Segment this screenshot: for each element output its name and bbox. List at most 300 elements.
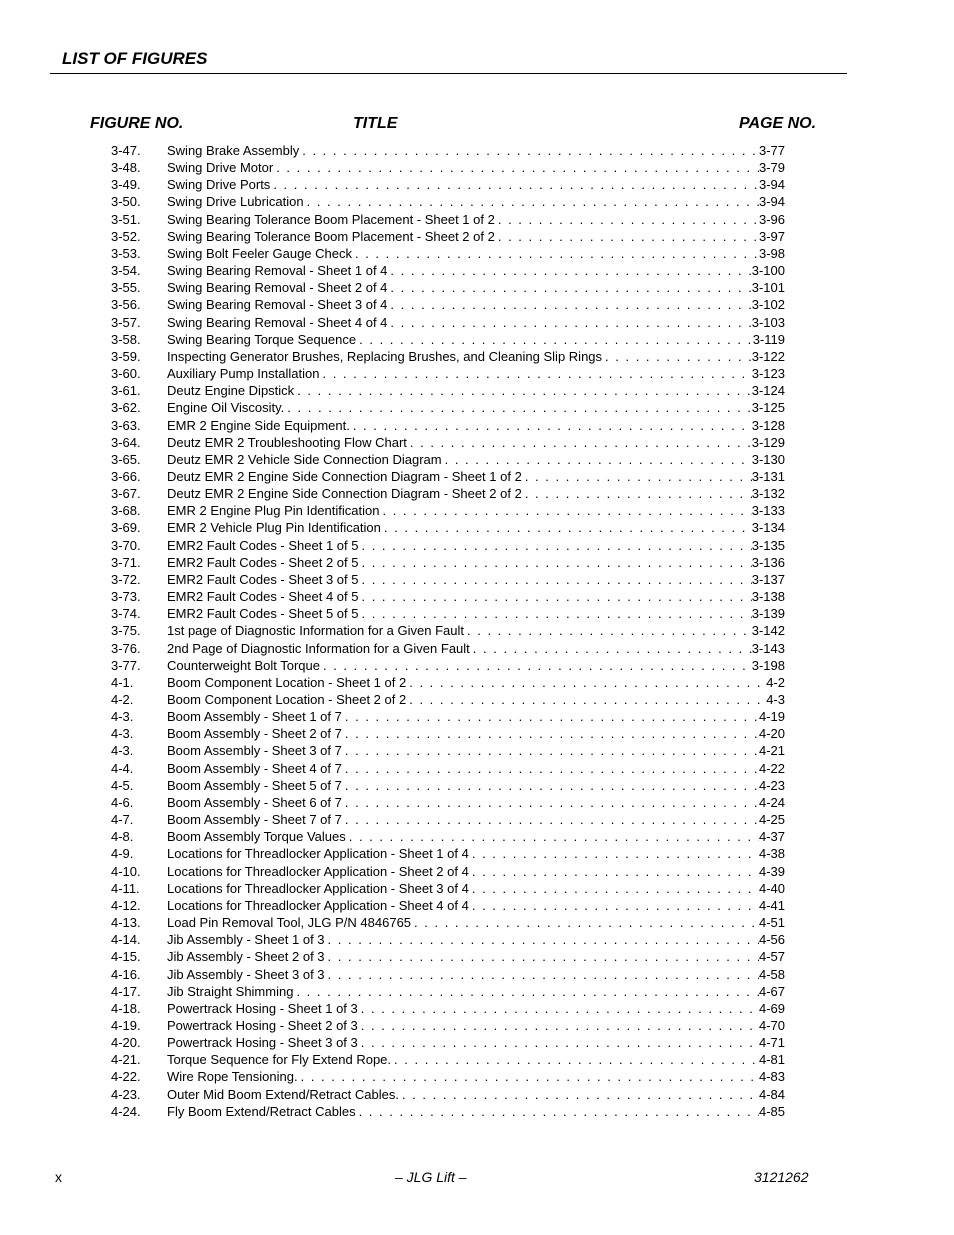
dot-leader bbox=[328, 931, 759, 948]
figure-title: Inspecting Generator Brushes, Replacing Brushes, and Cleaning Slip Rings bbox=[167, 348, 603, 364]
figure-page: 4-70 bbox=[758, 1017, 785, 1033]
figure-number: 4-11. bbox=[111, 880, 140, 896]
dot-leader bbox=[296, 983, 759, 1000]
dot-leader bbox=[472, 897, 759, 914]
figure-title: Swing Drive Ports bbox=[167, 177, 271, 193]
list-item bbox=[0, 708, 954, 725]
dot-leader bbox=[345, 725, 759, 742]
figure-number: 3-61. bbox=[111, 383, 141, 399]
figure-entry bbox=[167, 588, 785, 605]
figure-page: 3-96 bbox=[758, 211, 785, 227]
figure-title: Swing Bearing Removal - Sheet 4 of 4 bbox=[167, 314, 388, 330]
figure-page: 3-102 bbox=[751, 297, 785, 313]
figure-title: Outer Mid Boom Extend/Retract Cables. bbox=[167, 1086, 399, 1102]
figure-number: 3-58. bbox=[111, 331, 141, 347]
figure-entry bbox=[167, 914, 785, 931]
list-item bbox=[0, 657, 954, 674]
list-item bbox=[0, 519, 954, 536]
list-item bbox=[0, 331, 954, 348]
figure-page: 3-131 bbox=[751, 468, 785, 484]
figure-title: Swing Bearing Removal - Sheet 3 of 4 bbox=[167, 297, 388, 313]
dot-leader bbox=[345, 708, 759, 725]
column-header-page-no: PAGE NO. bbox=[739, 115, 817, 132]
figure-number: 4-22. bbox=[111, 1069, 141, 1085]
list-item bbox=[0, 605, 954, 622]
figure-number: 3-75. bbox=[111, 623, 141, 639]
figure-entry bbox=[167, 863, 785, 880]
figure-number: 3-73. bbox=[111, 589, 141, 605]
figure-number: 4-14. bbox=[111, 932, 141, 948]
figure-entry bbox=[167, 159, 785, 176]
figure-number: 4-3. bbox=[111, 709, 134, 725]
header-rule bbox=[50, 73, 847, 74]
dot-leader bbox=[409, 691, 766, 708]
list-item bbox=[0, 1000, 954, 1017]
dot-leader bbox=[345, 760, 759, 777]
figure-entry bbox=[167, 434, 785, 451]
figure-page: 4-58 bbox=[758, 966, 785, 982]
figure-title: 2nd Page of Diagnostic Information for a Given Fault bbox=[167, 640, 470, 656]
list-item bbox=[0, 554, 954, 571]
figure-number: 4-3. bbox=[111, 743, 134, 759]
figure-title: Locations for Threadlocker Application - Sheet 2 of 4 bbox=[167, 863, 469, 879]
list-item bbox=[0, 382, 954, 399]
dot-leader bbox=[394, 1051, 759, 1068]
figure-page: 3-143 bbox=[751, 640, 785, 656]
figure-title: Swing Bearing Removal - Sheet 1 of 4 bbox=[167, 263, 388, 279]
figure-entry bbox=[167, 897, 785, 914]
figure-entry bbox=[167, 417, 785, 434]
figure-title: EMR 2 Vehicle Plug Pin Identification bbox=[167, 520, 381, 536]
dot-leader bbox=[390, 296, 751, 313]
figure-number: 3-60. bbox=[111, 366, 141, 382]
figure-title: EMR 2 Engine Side Equipment. bbox=[167, 417, 350, 433]
list-item bbox=[0, 193, 954, 210]
figure-title: Boom Assembly Torque Values bbox=[167, 829, 346, 845]
dot-leader bbox=[359, 331, 753, 348]
figure-entry bbox=[167, 571, 785, 588]
figure-page: 4-22 bbox=[758, 760, 785, 776]
figure-page: 3-136 bbox=[751, 554, 785, 570]
figure-page: 4-69 bbox=[758, 1000, 785, 1016]
dot-leader bbox=[409, 674, 766, 691]
figure-page: 3-119 bbox=[752, 331, 785, 347]
figure-page: 4-37 bbox=[758, 829, 785, 845]
figure-entry bbox=[167, 948, 785, 965]
list-item bbox=[0, 142, 954, 159]
figure-entry bbox=[167, 382, 785, 399]
dot-leader bbox=[328, 966, 759, 983]
figure-page: 3-101 bbox=[751, 280, 785, 296]
list-item bbox=[0, 502, 954, 519]
figure-title: Deutz EMR 2 Troubleshooting Flow Chart bbox=[167, 434, 407, 450]
figure-title: Jib Assembly - Sheet 3 of 3 bbox=[167, 966, 325, 982]
figure-number: 4-17. bbox=[111, 983, 141, 999]
dot-leader bbox=[361, 605, 751, 622]
figure-number: 3-59. bbox=[111, 348, 141, 364]
figure-page: 3-100 bbox=[751, 263, 785, 279]
figure-number: 3-63. bbox=[111, 417, 141, 433]
figure-number: 3-74. bbox=[111, 606, 141, 622]
figure-number: 4-9. bbox=[111, 846, 134, 862]
figure-page: 3-97 bbox=[758, 228, 785, 244]
figure-title: Deutz EMR 2 Vehicle Side Connection Diagram bbox=[167, 451, 442, 467]
list-item bbox=[0, 828, 954, 845]
figure-page: 3-135 bbox=[751, 537, 785, 553]
list-item bbox=[0, 931, 954, 948]
figure-entry bbox=[167, 468, 785, 485]
list-item bbox=[0, 228, 954, 245]
figure-title: Powertrack Hosing - Sheet 1 of 3 bbox=[167, 1000, 358, 1016]
figure-page: 3-129 bbox=[751, 434, 785, 450]
figure-title: Swing Bearing Tolerance Boom Placement - Sheet 2 of 2 bbox=[167, 228, 495, 244]
figure-entry bbox=[167, 760, 785, 777]
list-item bbox=[0, 399, 954, 416]
figure-entry bbox=[167, 1051, 785, 1068]
figure-page: 4-81 bbox=[758, 1052, 785, 1068]
dot-leader bbox=[410, 434, 752, 451]
figure-entry bbox=[167, 777, 785, 794]
figure-title: EMR2 Fault Codes - Sheet 2 of 5 bbox=[167, 554, 359, 570]
dot-leader bbox=[361, 588, 751, 605]
figure-number: 4-20. bbox=[111, 1035, 141, 1051]
figure-number: 3-62. bbox=[111, 400, 141, 416]
list-item bbox=[0, 897, 954, 914]
dot-leader bbox=[301, 1068, 759, 1085]
figure-entry bbox=[167, 691, 785, 708]
figure-page: 3-142 bbox=[751, 623, 785, 639]
dot-leader bbox=[353, 417, 752, 434]
list-item bbox=[0, 537, 954, 554]
figure-title: EMR2 Fault Codes - Sheet 3 of 5 bbox=[167, 571, 359, 587]
figure-title: Torque Sequence for Fly Extend Rope. bbox=[167, 1052, 392, 1068]
dot-leader bbox=[382, 502, 751, 519]
figure-page: 3-103 bbox=[751, 314, 785, 330]
figure-page: 3-137 bbox=[751, 571, 785, 587]
list-item bbox=[0, 880, 954, 897]
figure-entry bbox=[167, 794, 785, 811]
list-item bbox=[0, 159, 954, 176]
figure-page: 4-56 bbox=[758, 932, 785, 948]
list-item bbox=[0, 983, 954, 1000]
figure-title: Boom Assembly - Sheet 1 of 7 bbox=[167, 709, 342, 725]
figure-number: 4-19. bbox=[111, 1017, 141, 1033]
dot-leader bbox=[361, 1000, 759, 1017]
dot-leader bbox=[273, 176, 759, 193]
figure-page: 4-67 bbox=[758, 983, 785, 999]
figure-number: 4-16. bbox=[111, 966, 141, 982]
figure-page: 4-84 bbox=[758, 1086, 785, 1102]
figure-title: Boom Assembly - Sheet 4 of 7 bbox=[167, 760, 342, 776]
list-item bbox=[0, 777, 954, 794]
figure-entry bbox=[167, 880, 785, 897]
figure-entry bbox=[167, 314, 785, 331]
figure-title: Swing Bolt Feeler Gauge Check bbox=[167, 245, 352, 261]
list-item bbox=[0, 417, 954, 434]
figure-page: 3-94 bbox=[758, 177, 785, 193]
dot-leader bbox=[472, 845, 759, 862]
footer-brand: – JLG Lift – bbox=[395, 1169, 467, 1185]
figure-title: Boom Component Location - Sheet 1 of 2 bbox=[167, 674, 407, 690]
figure-title: Swing Bearing Removal - Sheet 2 of 4 bbox=[167, 280, 388, 296]
figure-title: Swing Drive Lubrication bbox=[167, 194, 304, 210]
figure-entry bbox=[167, 365, 785, 382]
dot-leader bbox=[302, 142, 759, 159]
figure-entry bbox=[167, 828, 785, 845]
figure-number: 3-64. bbox=[111, 434, 141, 450]
dot-leader bbox=[276, 159, 759, 176]
figure-title: Fly Boom Extend/Retract Cables bbox=[167, 1103, 356, 1119]
figure-entry bbox=[167, 193, 785, 210]
figure-page: 3-130 bbox=[751, 451, 785, 467]
figure-title: Load Pin Removal Tool, JLG P/N 4846765 bbox=[167, 915, 412, 931]
figure-entry bbox=[167, 142, 785, 159]
dot-leader bbox=[390, 279, 751, 296]
dot-leader bbox=[525, 485, 752, 502]
list-item bbox=[0, 296, 954, 313]
list-item bbox=[0, 691, 954, 708]
figure-entry bbox=[167, 674, 785, 691]
figure-entry bbox=[167, 1017, 785, 1034]
figure-number: 3-70. bbox=[111, 537, 141, 553]
list-item bbox=[0, 948, 954, 965]
figure-entry bbox=[167, 657, 785, 674]
figure-entry bbox=[167, 262, 785, 279]
list-item bbox=[0, 348, 954, 365]
figure-number: 4-21. bbox=[111, 1052, 141, 1068]
dot-leader bbox=[361, 1017, 759, 1034]
figure-page: 4-71 bbox=[758, 1035, 785, 1051]
figure-title: Locations for Threadlocker Application - Sheet 3 of 4 bbox=[167, 880, 469, 896]
figure-entry bbox=[167, 485, 785, 502]
dot-leader bbox=[605, 348, 752, 365]
figure-title: Auxiliary Pump Installation bbox=[167, 366, 320, 382]
dot-leader bbox=[328, 948, 759, 965]
figure-title: Powertrack Hosing - Sheet 3 of 3 bbox=[167, 1035, 358, 1051]
list-item bbox=[0, 1034, 954, 1051]
dot-leader bbox=[384, 519, 752, 536]
figure-number: 3-72. bbox=[111, 571, 141, 587]
figure-number: 3-65. bbox=[111, 451, 141, 467]
figure-number: 4-12. bbox=[111, 897, 141, 913]
figure-page: 3-198 bbox=[751, 657, 785, 673]
figure-number: 4-1. bbox=[111, 674, 134, 690]
figure-page: 4-21 bbox=[758, 743, 785, 759]
figure-entry bbox=[167, 176, 785, 193]
figure-title: Boom Assembly - Sheet 7 of 7 bbox=[167, 812, 342, 828]
list-item bbox=[0, 794, 954, 811]
figure-page: 4-23 bbox=[758, 777, 785, 793]
dot-leader bbox=[355, 245, 759, 262]
figure-entry bbox=[167, 725, 785, 742]
list-item bbox=[0, 966, 954, 983]
figure-page: 4-2 bbox=[766, 674, 785, 690]
list-item bbox=[0, 245, 954, 262]
dot-leader bbox=[345, 742, 759, 759]
figure-title: Jib Assembly - Sheet 1 of 3 bbox=[167, 932, 325, 948]
list-item bbox=[0, 279, 954, 296]
dot-leader bbox=[297, 382, 752, 399]
list-item bbox=[0, 760, 954, 777]
dot-leader bbox=[307, 193, 759, 210]
figure-number: 4-5. bbox=[111, 777, 134, 793]
figure-page: 4-19 bbox=[758, 709, 785, 725]
column-header-figure-no: FIGURE NO. bbox=[90, 115, 184, 132]
figure-title: 1st page of Diagnostic Information for a Given Fault bbox=[167, 623, 464, 639]
list-item bbox=[0, 314, 954, 331]
figure-page: 3-123 bbox=[751, 366, 785, 382]
figure-title: Counterweight Bolt Torque bbox=[167, 657, 320, 673]
figure-title: EMR 2 Engine Plug Pin Identification bbox=[167, 503, 380, 519]
dot-leader bbox=[498, 211, 759, 228]
figure-entry bbox=[167, 451, 785, 468]
dot-leader bbox=[345, 777, 759, 794]
figure-number: 4-4. bbox=[111, 760, 134, 776]
figure-title: Engine Oil Viscosity. bbox=[167, 400, 285, 416]
dot-leader bbox=[472, 880, 759, 897]
figure-entry bbox=[167, 811, 785, 828]
figure-title: Wire Rope Tensioning. bbox=[167, 1069, 298, 1085]
figure-title: Boom Assembly - Sheet 3 of 7 bbox=[167, 743, 342, 759]
list-item bbox=[0, 622, 954, 639]
figure-number: 4-7. bbox=[111, 812, 134, 828]
list-item bbox=[0, 451, 954, 468]
dot-leader bbox=[345, 794, 759, 811]
figure-entry bbox=[167, 622, 785, 639]
dot-leader bbox=[359, 1103, 759, 1120]
figure-entry bbox=[167, 296, 785, 313]
figure-entry bbox=[167, 1068, 785, 1085]
figure-title: Locations for Threadlocker Application - Sheet 4 of 4 bbox=[167, 897, 469, 913]
list-item bbox=[0, 262, 954, 279]
figure-title: Boom Assembly - Sheet 5 of 7 bbox=[167, 777, 342, 793]
figure-number: 4-8. bbox=[111, 829, 134, 845]
figure-title: Boom Assembly - Sheet 2 of 7 bbox=[167, 726, 342, 742]
figure-entry bbox=[167, 502, 785, 519]
dot-leader bbox=[498, 228, 759, 245]
figure-entry bbox=[167, 966, 785, 983]
figure-entry bbox=[167, 331, 785, 348]
figure-entry bbox=[167, 537, 785, 554]
figure-title: Swing Bearing Torque Sequence bbox=[167, 331, 357, 347]
list-item bbox=[0, 176, 954, 193]
list-item bbox=[0, 863, 954, 880]
figure-number: 4-18. bbox=[111, 1000, 141, 1016]
figure-page: 4-24 bbox=[758, 794, 785, 810]
figure-number: 3-56. bbox=[111, 297, 141, 313]
figure-number: 4-13. bbox=[111, 915, 141, 931]
figure-entry bbox=[167, 708, 785, 725]
dot-leader bbox=[402, 1086, 759, 1103]
figure-number: 3-69. bbox=[111, 520, 141, 536]
figure-title: Deutz Engine Dipstick bbox=[167, 383, 295, 399]
figure-title: EMR2 Fault Codes - Sheet 1 of 5 bbox=[167, 537, 359, 553]
figure-entry bbox=[167, 1000, 785, 1017]
list-item bbox=[0, 811, 954, 828]
footer-doc-number: 3121262 bbox=[754, 1169, 809, 1185]
dot-leader bbox=[287, 399, 751, 416]
dot-leader bbox=[349, 828, 759, 845]
dot-leader bbox=[361, 554, 751, 571]
figure-title: Deutz EMR 2 Engine Side Connection Diagram - Sheet 2 of 2 bbox=[167, 486, 522, 502]
dot-leader bbox=[467, 622, 752, 639]
figure-page: 3-134 bbox=[751, 520, 785, 536]
figure-page: 3-124 bbox=[751, 383, 785, 399]
figure-number: 3-54. bbox=[111, 263, 141, 279]
figure-entry bbox=[167, 279, 785, 296]
figure-title: Powertrack Hosing - Sheet 2 of 3 bbox=[167, 1017, 358, 1033]
dot-leader bbox=[323, 657, 752, 674]
figure-entry bbox=[167, 983, 785, 1000]
dot-leader bbox=[345, 811, 759, 828]
figure-entry bbox=[167, 1086, 785, 1103]
figure-number: 3-67. bbox=[111, 486, 141, 502]
figure-entry bbox=[167, 245, 785, 262]
figure-number: 3-66. bbox=[111, 468, 141, 484]
figure-page: 4-83 bbox=[758, 1069, 785, 1085]
list-item bbox=[0, 1068, 954, 1085]
figure-page: 3-98 bbox=[758, 245, 785, 261]
figure-entry bbox=[167, 348, 785, 365]
figure-entry bbox=[167, 211, 785, 228]
dot-leader bbox=[390, 262, 751, 279]
figure-entry bbox=[167, 399, 785, 416]
figure-number: 3-48. bbox=[111, 160, 141, 176]
figure-title: Jib Assembly - Sheet 2 of 3 bbox=[167, 949, 325, 965]
list-item bbox=[0, 468, 954, 485]
list-item bbox=[0, 1017, 954, 1034]
section-title: LIST OF FIGURES bbox=[62, 49, 208, 68]
figure-page: 3-132 bbox=[751, 486, 785, 502]
figure-title: Deutz EMR 2 Engine Side Connection Diagram - Sheet 1 of 2 bbox=[167, 468, 522, 484]
figure-page: 4-25 bbox=[758, 812, 785, 828]
list-item bbox=[0, 742, 954, 759]
list-item bbox=[0, 640, 954, 657]
figure-title: EMR2 Fault Codes - Sheet 4 of 5 bbox=[167, 589, 359, 605]
figure-number: 3-52. bbox=[111, 228, 141, 244]
figure-page: 3-138 bbox=[751, 589, 785, 605]
figure-number: 4-23. bbox=[111, 1086, 141, 1102]
figure-number: 3-68. bbox=[111, 503, 141, 519]
figure-number: 3-47. bbox=[111, 143, 141, 158]
figure-title: Swing Bearing Tolerance Boom Placement - Sheet 1 of 2 bbox=[167, 211, 495, 227]
figure-list bbox=[0, 142, 954, 1120]
figure-page: 4-39 bbox=[758, 863, 785, 879]
dot-leader bbox=[361, 537, 751, 554]
figure-entry bbox=[167, 742, 785, 759]
figure-page: 4-57 bbox=[758, 949, 785, 965]
figure-page: 4-41 bbox=[758, 897, 785, 913]
figure-page: 3-79 bbox=[758, 160, 785, 176]
figure-page: 4-40 bbox=[758, 880, 785, 896]
list-item bbox=[0, 674, 954, 691]
figure-page: 4-3 bbox=[766, 692, 785, 707]
figure-number: 4-3. bbox=[111, 726, 134, 742]
dot-leader bbox=[445, 451, 752, 468]
figure-entry bbox=[167, 605, 785, 622]
figure-page: 3-122 bbox=[751, 348, 785, 364]
figure-number: 4-10. bbox=[111, 863, 141, 879]
figure-page: 4-38 bbox=[758, 846, 785, 862]
figure-entry bbox=[167, 640, 785, 657]
figure-number: 3-49. bbox=[111, 177, 141, 193]
figure-number: 3-76. bbox=[111, 640, 141, 656]
figure-entry bbox=[167, 845, 785, 862]
figure-page: 3-128 bbox=[751, 417, 785, 433]
figure-entry bbox=[167, 1034, 785, 1051]
figure-number: 3-57. bbox=[111, 314, 141, 330]
list-item bbox=[0, 211, 954, 228]
